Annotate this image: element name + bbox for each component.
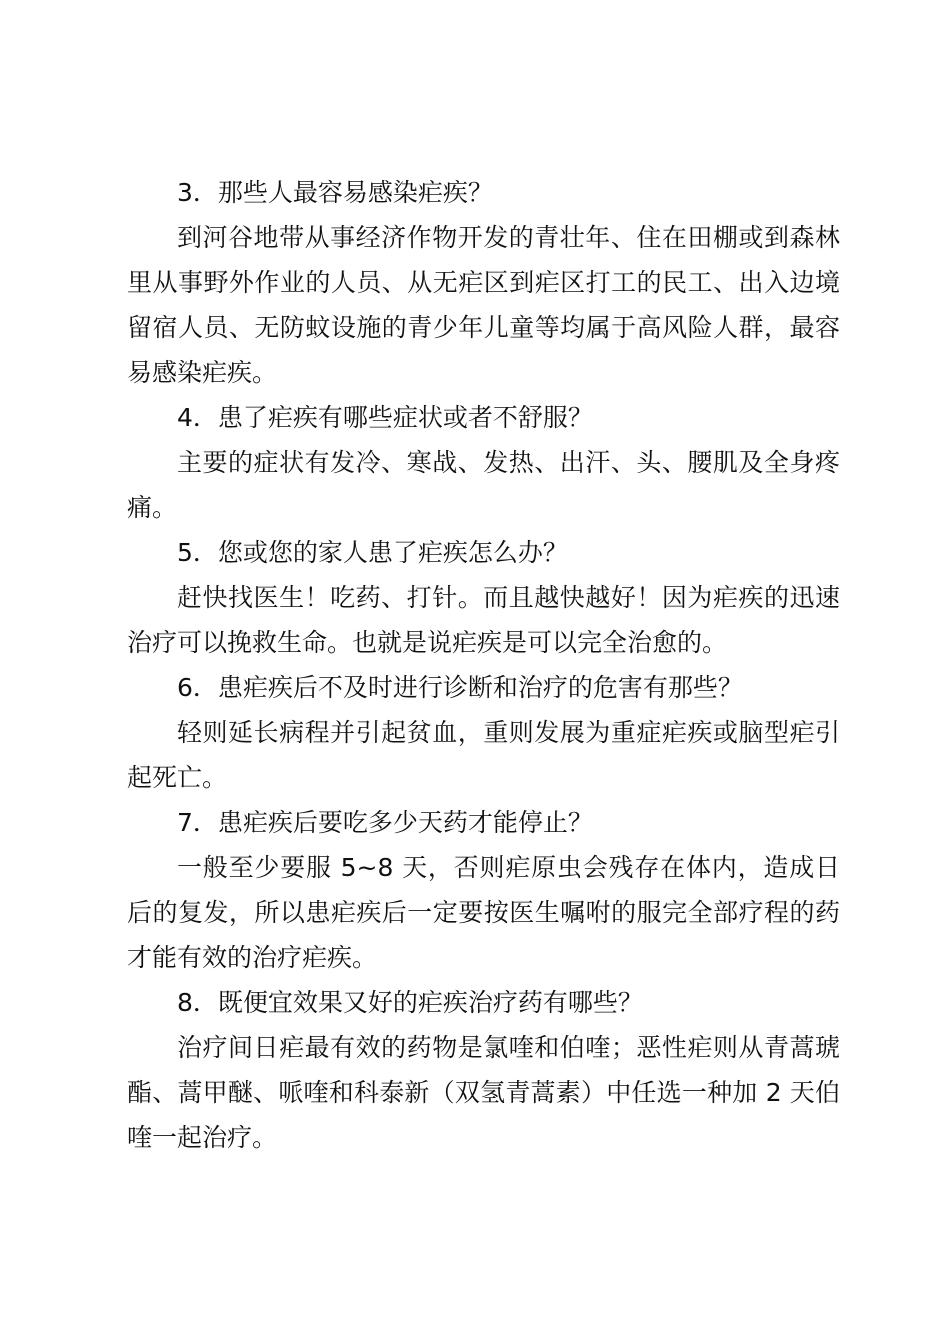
answer-6: 轻则延长病程并引起贫血，重则发展为重症疟疾或脑型疟引起死亡。 [127,718,840,792]
question-6: 6．患疟疾后不及时进行诊断和治疗的危害有那些？ [177,673,743,702]
answer-3: 到河谷地带从事经济作物开发的青壮年、住在田棚或到森林里从事野外作业的人员、从无疟区到疟区打工的民工、出入边境留宿人员、无防蚊设施的青少年儿童等均属于高风险人群，最容易感染疟疾。 [127,223,840,387]
question-5: 5．您或您的家人患了疟疾怎么办？ [177,538,568,567]
answer-7: 一般至少要服 5~8 天，否则疟原虫会残存在体内，造成日后的复发，所以患疟疾后一定要按医生嘱咐的服完全部疗程的药才能有效的治疗疟疾。 [127,853,840,972]
answer-4: 主要的症状有发冷、寒战、发热、出汗、头、腰肌及全身疼痛。 [127,448,840,522]
question-4: 4．患了疟疾有哪些症状或者不舒服？ [177,403,593,432]
answer-5: 赶快找医生！吃药、打针。而且越快越好！因为疟疾的迅速治疗可以挽救生命。也就是说疟疾是可以完全治愈的。 [127,583,840,657]
question-8: 8．既便宜效果又好的疟疾治疗药有哪些？ [177,988,643,1017]
question-3: 3．那些人最容易感染疟疾？ [177,178,493,207]
answer-8: 治疗间日疟最有效的药物是氯喹和伯喹；恶性疟则从青蒿琥酯、蒿甲醚、哌喹和科泰新（双氢青蒿素）中任选一种加 2 天伯喹一起治疗。 [127,1033,840,1152]
question-7: 7．患疟疾后要吃多少天药才能停止？ [177,808,593,837]
document-body [127,170,840,1160]
